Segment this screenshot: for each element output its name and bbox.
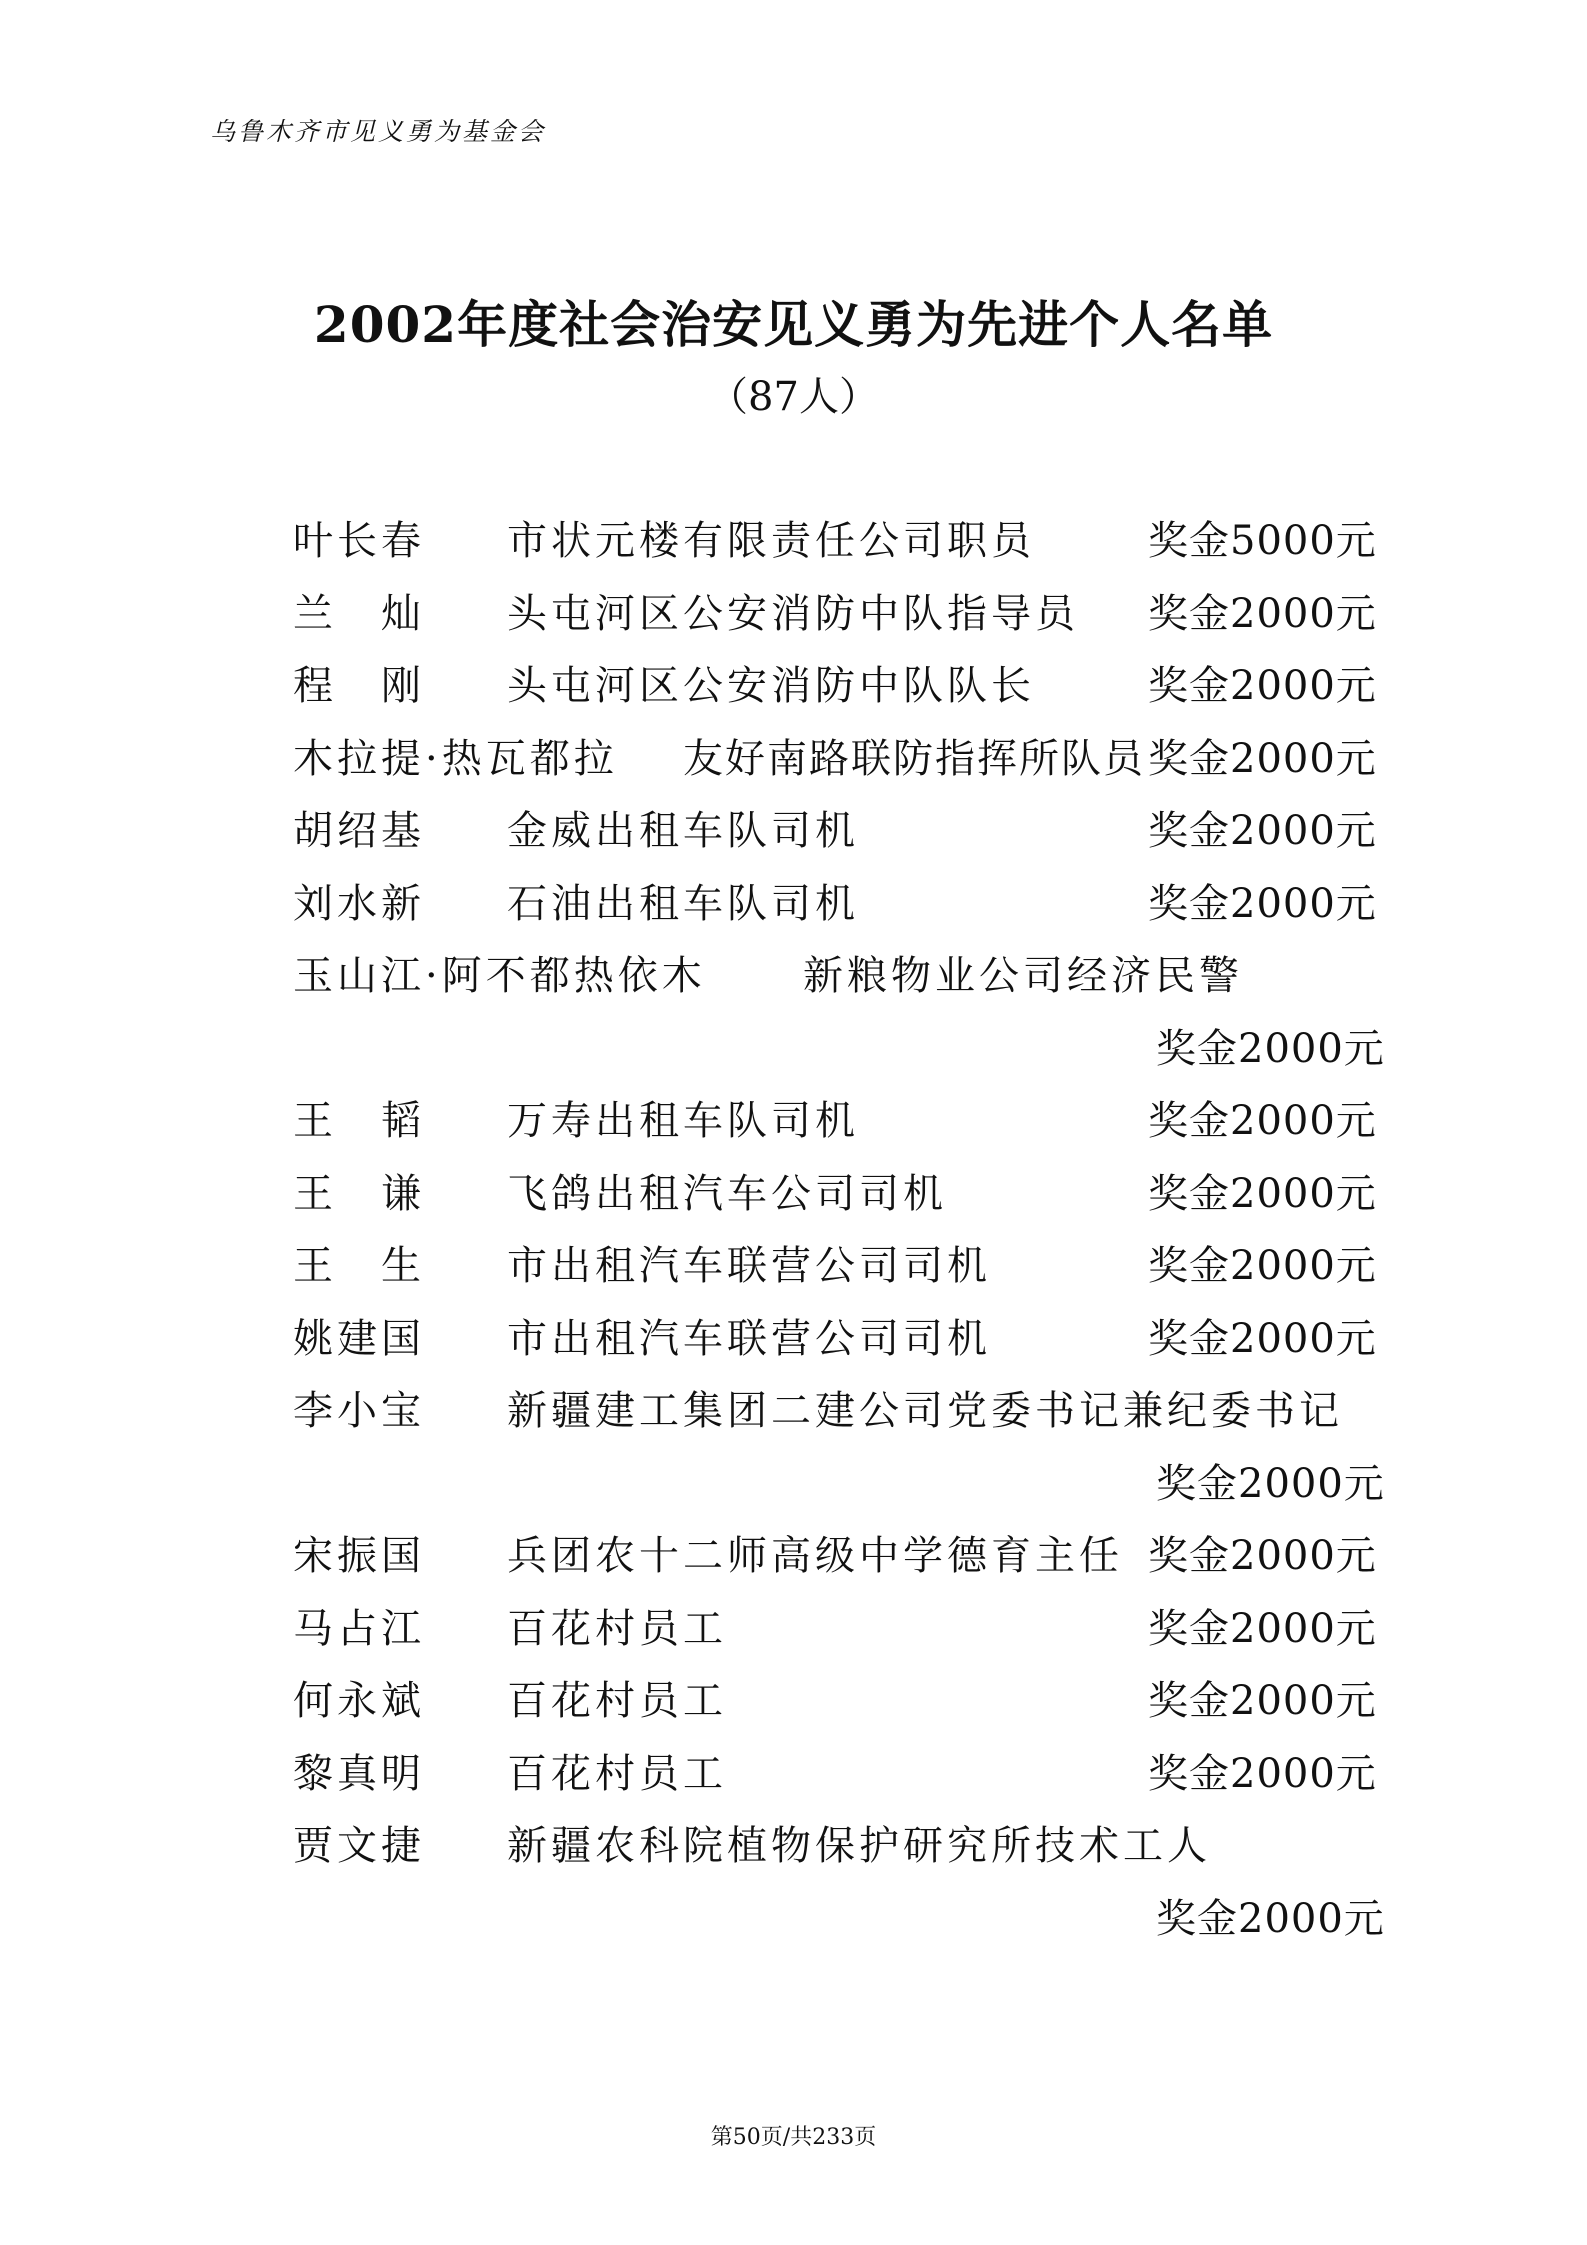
honoree-unit: 头屯河区公安消防中队队长 <box>507 663 1035 709</box>
honoree-name: 黎真明 <box>293 1750 425 1797</box>
honoree-name: 胡绍基 <box>293 808 425 854</box>
honoree-count: （87人） <box>708 374 879 420</box>
honoree-unit: 市出租汽车联营公司司机 <box>507 1315 991 1362</box>
honoree-row <box>293 578 1393 651</box>
honoree-list <box>293 505 1393 1955</box>
honoree-row <box>293 1520 1393 1593</box>
honoree-unit: 头屯河区公安消防中队指导员 <box>507 590 1079 637</box>
honoree-name: 姚建国 <box>293 1315 425 1362</box>
honoree-award: 奖金2000元 <box>1156 1025 1385 1072</box>
honoree-name: 程 刚 <box>293 663 425 709</box>
honoree-unit: 石油出租车队司机 <box>507 880 859 927</box>
honoree-row <box>293 1158 1393 1231</box>
honoree-row <box>293 1593 1393 1666</box>
honoree-award: 奖金2000元 <box>1156 1895 1385 1942</box>
honoree-award: 奖金2000元 <box>1148 1243 1377 1289</box>
honoree-row <box>293 795 1393 868</box>
honoree-row <box>293 1665 1393 1738</box>
honoree-unit: 市出租汽车联营公司司机 <box>507 1243 991 1289</box>
honoree-award: 奖金2000元 <box>1148 1750 1377 1797</box>
honoree-unit: 友好南路联防指挥所队员 <box>683 735 1145 782</box>
honoree-name: 木拉提·热瓦都拉 <box>293 735 618 782</box>
honoree-award: 奖金2000元 <box>1148 1605 1377 1652</box>
honoree-name: 王 谦 <box>293 1170 425 1217</box>
honoree-row <box>293 1810 1393 1883</box>
honoree-row <box>293 650 1393 723</box>
honoree-unit: 飞鸽出租汽车公司司机 <box>507 1170 947 1217</box>
honoree-name: 王 韬 <box>293 1098 425 1144</box>
honoree-name: 宋振国 <box>293 1533 425 1579</box>
honoree-name: 王 生 <box>293 1243 425 1289</box>
honoree-row <box>293 1375 1393 1448</box>
honoree-award: 奖金5000元 <box>1148 518 1377 564</box>
honoree-row <box>293 940 1393 1013</box>
honoree-name: 何永斌 <box>293 1678 425 1724</box>
honoree-award: 奖金2000元 <box>1148 1170 1377 1217</box>
honoree-row <box>293 868 1393 941</box>
organization-header: 乌鲁木齐市见义勇为基金会 <box>210 117 547 146</box>
honoree-award: 奖金2000元 <box>1148 590 1377 637</box>
honoree-unit: 市状元楼有限责任公司职员 <box>507 518 1035 564</box>
honoree-unit: 新粮物业公司经济民警 <box>803 953 1243 999</box>
honoree-award: 奖金2000元 <box>1148 1098 1377 1144</box>
honoree-row <box>293 1738 1393 1811</box>
honoree-name: 叶长春 <box>293 518 425 564</box>
honoree-name: 李小宝 <box>293 1388 425 1434</box>
honoree-award: 奖金2000元 <box>1148 663 1377 709</box>
honoree-unit: 新疆农科院植物保护研究所技术工人 <box>507 1823 1211 1869</box>
honoree-row <box>293 1230 1393 1303</box>
honoree-name: 贾文捷 <box>293 1823 425 1869</box>
honoree-unit: 新疆建工集团二建公司党委书记兼纪委书记 <box>507 1388 1343 1434</box>
honoree-award: 奖金2000元 <box>1148 735 1377 782</box>
honoree-award: 奖金2000元 <box>1148 808 1377 854</box>
honoree-row <box>293 1303 1393 1376</box>
honoree-name: 兰 灿 <box>293 590 425 637</box>
honoree-unit: 百花村员工 <box>507 1750 727 1797</box>
honoree-award: 奖金2000元 <box>1148 1533 1377 1579</box>
document-title: 2002年度社会治安见义勇为先进个人名单 <box>313 295 1274 354</box>
honoree-name: 刘水新 <box>293 880 425 927</box>
honoree-award-continuation <box>293 1883 1393 1956</box>
honoree-name: 马占江 <box>293 1605 425 1652</box>
honoree-name: 玉山江·阿不都热依木 <box>293 953 706 999</box>
honoree-row <box>293 505 1393 578</box>
honoree-award-continuation <box>293 1013 1393 1086</box>
honoree-unit: 万寿出租车队司机 <box>507 1098 859 1144</box>
honoree-award: 奖金2000元 <box>1148 1315 1377 1362</box>
honoree-unit: 百花村员工 <box>507 1605 727 1652</box>
honoree-award: 奖金2000元 <box>1156 1460 1385 1507</box>
honoree-award: 奖金2000元 <box>1148 1678 1377 1724</box>
honoree-award-continuation <box>293 1448 1393 1521</box>
honoree-row <box>293 1085 1393 1158</box>
honoree-unit: 百花村员工 <box>507 1678 727 1724</box>
honoree-row <box>293 723 1393 796</box>
honoree-unit: 兵团农十二师高级中学德育主任 <box>507 1533 1123 1579</box>
honoree-unit: 金威出租车队司机 <box>507 808 859 854</box>
honoree-award: 奖金2000元 <box>1148 880 1377 927</box>
page-number: 第50页/共233页 <box>710 2125 877 2150</box>
